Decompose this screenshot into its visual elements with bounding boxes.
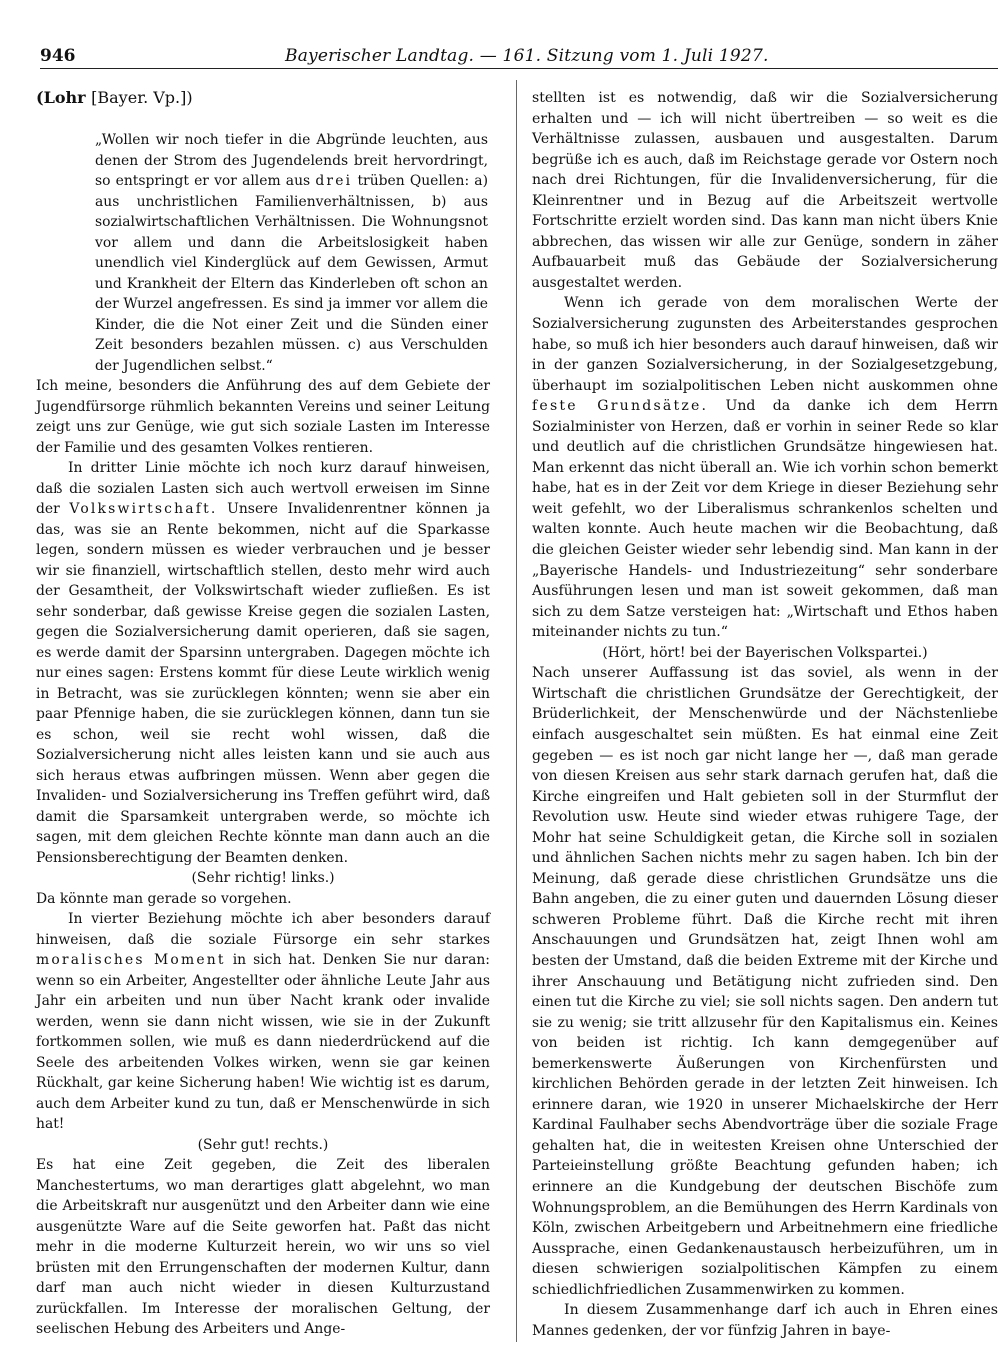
header-rule — [40, 68, 998, 69]
page-number: 946 — [40, 46, 76, 66]
paragraph-text: Unsere Invalidenrentner können ja das, was sie an Rente bekommen, nicht auf die Sparkasse legen, sondern müssen es wieder verbrauchen und je besser wir sie finanziell, wirtschaftlich stellen, desto mehr wird auch der Gesamtheit, der Volkswirtschaft wieder zufließen. Es ist sehr sonderbar, daß gewisse Kreise gegen die sozialen Lasten, gegen die Sozialversicherung damit operieren, daß sie sagen, es werde damit der Sparsinn untergraben. Dagegen möchte ich nur eines sagen: Erstens kommt für diese Leute wirklich wenig in Betracht, was sie zurücklegen könnten; wenn sie aber ein paar Pfennige haben, die sie zurücklegen können, dann tun sie es schon, weil sie recht wohl wissen, daß die Sozialversicherung nicht alles leisten kann und sie auch aus sich heraus etwas aufbringen müssen. Wenn aber gegen die Invaliden- und Sozialversicherung ins Treffen geführt wird, daß damit die Sparsamkeit untergraben werde, so möchte ich sagen, mit dem gleichen Rechte könnte man dann auch an die Pensionsberechtigung der Beamten denken. — [36, 501, 490, 866]
speaker-name: (Lohr — [36, 88, 86, 107]
column-divider — [516, 80, 517, 1342]
quote-text: trüben Quellen: a) aus unchristlichen Familienverhältnissen, b) aus sozialwirtschaftlichen Verhältnissen. Die Wohnungsnot vor allem und dann die Arbeitslosigkeit haben unendlich viel Kinderglück auf dem Gewissen, Armut und Krankheit der Eltern das Kinderleben oft schon an der Wurzel angefressen. Es sind ja immer vor allem die Kinder, die die Not einer Zeit und die Sünden einer Zeit besonders bezahlen müssen. c) aus Verschulden der Jugendlichen selbst.“ — [95, 173, 488, 374]
paragraph: Nach unserer Auffassung ist das soviel, als wenn in der Wirtschaft die christlichen Grundsätze der Gerechtigkeit, der Brüderlichkeit, der Menschenwürde und der Nächstenliebe einfach ausgeschaltet sein müßten. Es hat einmal eine Zeit gegeben — es ist noch gar nicht lange her —, daß man gerade von diesen Kreisen aus sehr stark darnach gerufen hat, daß die Kirche eingreifen und Halt gebieten soll in der Sturmflut der Revolution usw. Heute sind wieder etwas ruhigere Tage, der Mohr hat seine Schuldigkeit getan, die Kirche soll in sozialen und ähnlichen Sachen nichts mehr zu sagen haben. Ich bin der Meinung, daß gerade diese christlichen Grundsätze uns die Bahn angeben, die zu einer guten und dauernden Lösung dieser schweren Probleme führt. Daß die Kirche recht mit ihren Anschauungen und Grundsätzen hat, zeigt Ihnen wohl am besten der Umstand, daß die beiden Extreme mit der Kirche und ihrer Anschauung und Betätigung nicht zufrieden sind. Den einen tut die Kirche zu viel; sie soll nichts sagen. Den andern tut sie zu wenig; sie tritt allzusehr für den Kapitalismus ein. Keines von beiden ist richtig. Ich kann demgegenüber auf bemerkenswerte Äußerungen von Kirchenfürsten und kirchlichen Behörden gerade in der letzten Zeit hinweisen. Ich erinnere daran, wie 1920 in unserer Michaelskirche der Herr Kardinal Faulhaber sechs Abendvorträge über die soziale Frage gehalten hat, die in weitesten Kreisen ohne Unterschied der Parteieinstellung größte Beachtung gefunden haben; ich erinnere an die Kundgebung der deutschen Bischöfe zum Wohnungsproblem, an die Bemühungen des Herrn Kardinals von Köln, zwischen Arbeitgebern und Arbeitnehmern eine friedliche Aussprache, einen Gedankenaustausch herbeizuführen, um in diesen schwierigen sozialpolitischen Kämpfen zu einem schiedlichfriedlichen Zusammenwirken zu kommen. — [532, 665, 998, 1298]
paragraph: Da könnte man gerade so vorgehen. — [36, 890, 292, 907]
interjection: (Hört, hört! bei der Bayerischen Volkspartei.) — [602, 644, 928, 661]
paragraph — [532, 293, 998, 642]
page-header — [40, 44, 998, 68]
speaker-party: [Bayer. Vp.]) — [91, 88, 193, 107]
left-column — [36, 88, 490, 1340]
quotation-paragraph — [36, 130, 490, 376]
spaced-emphasis: feste Grundsätze. — [532, 398, 709, 415]
paragraph: Ich meine, besonders die Anführung des auf dem Gebiete der Jugendfürsorge rühmlich bekannten Vereins und seiner Leitung zeigt uns zur Genüge, wie gut sich soziale Lasten im Interesse der Familie und des gesamten Volkes rentieren. — [36, 378, 490, 456]
paragraph-text: Und da danke ich dem Herrn Sozialminister von Herzen, daß er vorhin in seiner Rede so klar und deutlich auf die christlichen Grundsätze hingewiesen hat. Man erkennt das nicht überall an. Wie ich vorhin schon bemerkt habe, hat es in der Zeit vor dem Kriege in dieser Beziehung sehr weit gefehlt, wo der Liberalismus schrankenlos schelten und walten konnte. Auch heute machen wir die Beobachtung, daß die gleichen Geister wieder sehr lebendig sind. Man kann in der „Bayerische Handels- und Industriezeitung“ sehr sonderbare Ausführungen lesen und man ist soweit gekommen, daß man sich zu dem Satze versteigen hat: „Wirtschaft und Ethos haben miteinander nichts zu tun.“ — [532, 398, 999, 641]
paragraph-text: In dritter Linie möchte ich noch kurz darauf hinweisen, daß die sozialen Lasten sich auch wertvoll erweisen im Sinne der — [36, 460, 490, 517]
paragraph-text: In vierter Beziehung möchte ich aber besonders darauf hinweisen, daß die soziale Fürsorge ein sehr starkes — [36, 911, 490, 948]
paragraph: stellten ist es notwendig, daß wir die Sozialversicherung erhalten und — ich will nicht übertreiben — so weit es die Verhältnisse zulassen, ausbauen und ausgestalten. Darum begrüße ich es auch, daß im Reichstage gerade vor Ostern noch nach drei Richtungen, für die Invalidenversicherung, für die Kleinrentner und in Bezug auf die Arbeitszeit wertvolle Fortschritte erzielt worden sind. Das kann man nicht übers Knie abbrechen, das wissen wir alle zur Genüge, sondern in zäher Aufbauarbeit muß das Gebäude der Sozialversicherung ausgestaltet werden. — [532, 90, 998, 291]
quote-text: „Wollen wir noch tiefer in die Abgründe leuchten, aus denen der Strom des Jugendelends breit hervordringt, so entspringt er vor allem aus — [95, 132, 488, 189]
interjection: (Sehr richtig! links.) — [191, 870, 335, 886]
paragraph: Es hat eine Zeit gegeben, die Zeit des liberalen Manchestertums, wo man derartiges glatt abgelehnt, wo man die Arbeitskraft nur ausgenützt und den Arbeiter dann wie eine ausgenützte Ware auf die Seite geworfen hat. Paßt das nicht mehr in die moderne Kulturzeit herein, wo wir uns so viel brüsten mit den Errungenschaften der modernen Kultur, dann darf man auch nicht wieder in diesen Kulturzustand zurückfallen. Im Interesse der moralischen Geltung, der seelischen Hebung des Arbeiters und Ange- — [36, 1157, 490, 1337]
paragraph-text: Wenn ich gerade von dem moralischen Werte der Sozialversicherung zugunsten des Arbeiterstandes gesprochen habe, so muß ich hier besonders auch darauf hinweisen, daß wir in der ganzen Sozialversicherung, in der Sozialgesetzgebung, überhaupt im sozialpolitischen Leben nicht auskommen ohne — [532, 295, 998, 394]
paragraph-text: in sich hat. Denken Sie nur daran: wenn so ein Arbeiter, Angestellter oder ähnliche Leute Jahr aus Jahr ein arbeiten und nun über Nacht krank oder invalide werden, wenn sie dann nicht wissen, wie sie in der Zukunft fortkommen sollen, wie muß es dann niederdrückend auf die Seele des arbeitenden Volkes wirken, wenn sie gar keinen Rückhalt, gar keine Sicherung haben! Wie wichtig ist es darum, auch dem Arbeiter kund zu tun, daß er Menschenwürde in sich hat! — [36, 952, 490, 1132]
paragraph — [36, 458, 490, 868]
paragraph — [36, 909, 490, 1135]
speaker-heading — [36, 88, 490, 108]
spaced-emphasis: moralisches Moment — [36, 952, 226, 968]
paragraph: In diesem Zusammenhange darf ich auch in Ehren eines Mannes gedenken, der vor fünfzig Jahren in baye- — [532, 1302, 998, 1339]
interjection: (Sehr gut! rechts.) — [197, 1136, 329, 1153]
spaced-emphasis: Volkswirtschaft. — [69, 501, 218, 517]
spaced-emphasis: drei — [315, 173, 353, 189]
running-head: Bayerischer Landtag. — 161. Sitzung vom 1. Juli 1927. — [285, 46, 769, 66]
right-column — [532, 88, 998, 1341]
